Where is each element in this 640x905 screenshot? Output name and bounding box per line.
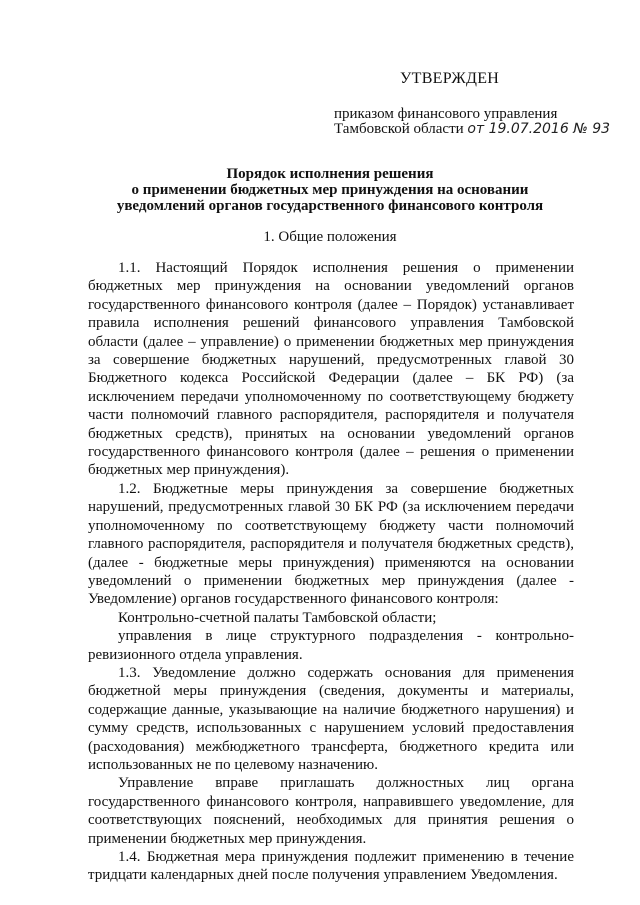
title-line-1: Порядок исполнения решения xyxy=(226,166,434,182)
order-line-2 xyxy=(334,122,610,137)
document-body xyxy=(88,259,574,885)
paragraph-1-3: 1.3. Уведомление должно содержать основания для применения бюджетной меры принуждения (сведения, документы и материалы, содержащие данные, указывающие на наличие бюджетного нарушения) и сумму средств, использованных с нарушением условий предоставления (расходования) межбюджетного трансферта, бюджетного кредита или использованных не по целевому назначению. xyxy=(88,664,574,773)
document-title xyxy=(60,166,600,214)
paragraph-list-item-2: управления в лице структурного подразделения - контрольно-ревизионного отдела управления. xyxy=(88,628,574,663)
section-heading: 1. Общие положения xyxy=(263,229,397,245)
approval-order xyxy=(334,107,610,137)
paragraph-1-4: 1.4. Бюджетная мера принуждения подлежит применению в течение тридцати календарных дней после получения управлением Уведомления. xyxy=(88,849,574,884)
paragraph-invitation: Управление вправе приглашать должностных лиц органа государственного финансового контроля, направившего уведомление, для соответствующих пояснений, необходимых для принятия решения о применении бюджетных мер принуждения. xyxy=(88,775,574,847)
title-line-2: о применении бюджетных мер принуждения на основании xyxy=(131,182,529,198)
title-line-3: уведомлений органов государственного финансового контроля xyxy=(116,198,544,214)
paragraph-list-item-1: Контрольно-счетной палаты Тамбовской области; xyxy=(118,609,437,626)
approved-label: УТВЕРЖДЕН xyxy=(400,70,500,87)
paragraph-1-2: 1.2. Бюджетные меры принуждения за совершение бюджетных нарушений, предусмотренных главой 30 БК РФ (за исключением передачи уполномоченному по соответствующему бюджету части полномочий главного распорядителя, распорядителя и получателя бюджетных средств), (далее - бюджетные меры принуждения) применяются на основании уведомлений о применении бюджетных мер принуждения (далее - Уведомление) органов государственного финансового контроля: xyxy=(88,480,574,608)
paragraph-1-1: 1.1. Настоящий Порядок исполнения решения о применении бюджетных мер принуждения на основании уведомлений органов государственного финансового контроля (далее – Порядок) устанавливает правила исполнения решений финансового управления Тамбовской области (далее – управление) о применении бюджетных мер принуждения за совершение бюджетных нарушений, предусмотренных главой 30 Бюджетного кодекса Российской Федерации (далее – БК РФ) (за исключением передачи уполномоченному по соответствующему бюджету части полномочий главного распорядителя, распорядителя и получателя бюджетных средств), принятых на основании уведомлений органов государственного финансового контроля (далее – решения о применении бюджетных мер принуждения). xyxy=(88,260,574,479)
order-line-2-text: Тамбовской области xyxy=(334,121,464,137)
handwritten-date-number: от 19.07.2016 № 93 xyxy=(467,121,611,137)
order-line-1: приказом финансового управления xyxy=(334,106,558,122)
